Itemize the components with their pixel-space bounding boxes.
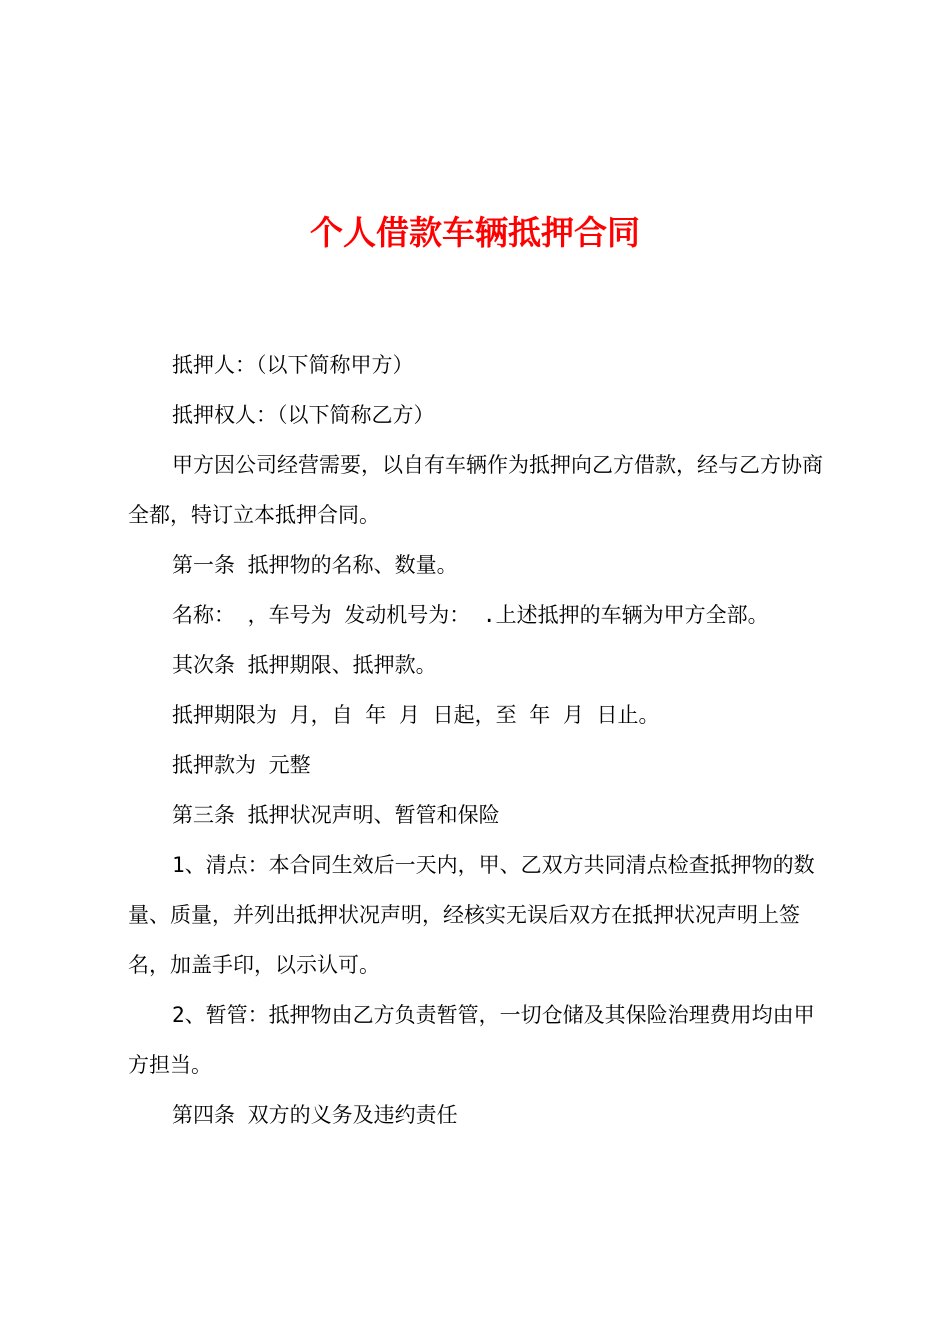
article-1-heading: 第一条 抵押物的名称、数量。 [172, 553, 458, 577]
paragraph-custody: 2、暂管：抵押物由乙方负责暂管，一切仓储及其保险治理费用均由甲方担当。 [128, 1003, 815, 1077]
article-3-heading: 第三条 抵押状况声明、暂管和保险 [172, 803, 500, 827]
paragraph-vehicle-name: 名称： ，车号为 发动机号为： .上述抵押的车辆为甲方全部。 [172, 603, 769, 627]
article-4-heading: 第四条 双方的义务及违约责任 [172, 1103, 458, 1127]
paragraph-preamble: 甲方因公司经营需要，以自有车辆作为抵押向乙方借款，经与乙方协商全都，特订立本抵押合同。 [128, 453, 823, 527]
article-2-heading: 其次条 抵押期限、抵押款。 [172, 653, 437, 677]
document-body [128, 340, 832, 1140]
paragraph-inventory: 1、清点：本合同生效后一天内，甲、乙双方共同清点检查抵押物的数量、质量，并列出抵押状况声明，经核实无误后双方在抵押状况声明上签名，加盖手印，以示认可。 [128, 853, 815, 977]
paragraph-mortgage-term: 抵押期限为 月，自 年 月 日起，至 年 月 日止。 [172, 703, 660, 727]
paragraph-mortgage-amount: 抵押款为 元整 [172, 753, 311, 777]
document-title: 个人借款车辆抵押合同 [310, 213, 640, 252]
paragraph-mortgagee: 抵押权人：（以下简称乙方） [172, 403, 435, 427]
paragraph-mortgagor: 抵押人：（以下简称甲方） [172, 353, 414, 377]
